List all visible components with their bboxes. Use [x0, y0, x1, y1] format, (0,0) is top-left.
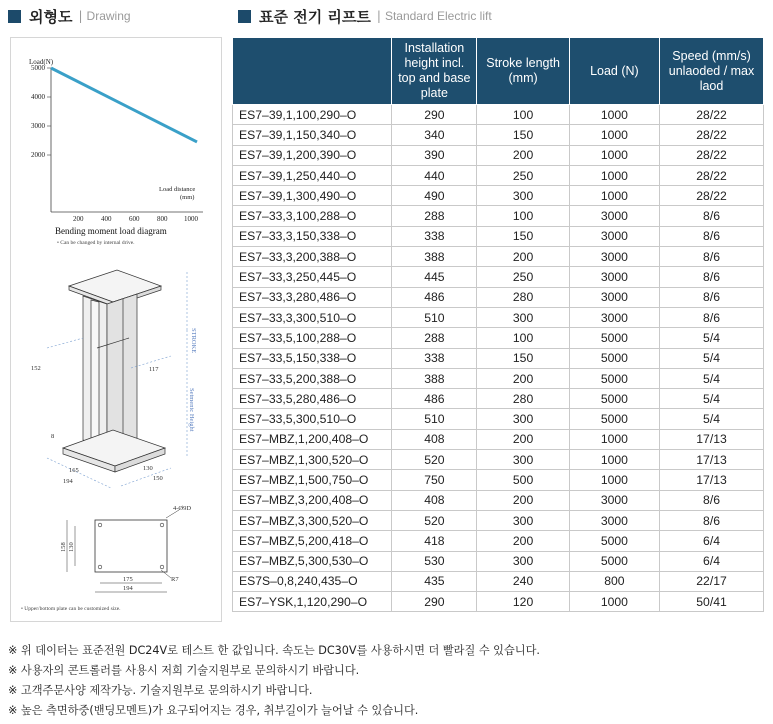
cell-load: 3000 [569, 490, 659, 510]
table-header-row [233, 38, 764, 105]
graph-xtick: 800 [157, 215, 168, 223]
stroke-label: STROKE [190, 328, 197, 354]
drawing-title-ko: 외형도 [29, 7, 73, 26]
footnotes [8, 641, 540, 721]
cell-stroke-length: 300 [477, 551, 569, 571]
cell-load: 1000 [569, 125, 659, 145]
cell-model: ES7S–0,8,240,435–O [233, 571, 392, 591]
cell-speed: 28/22 [660, 145, 764, 165]
graph-xtick: 200 [73, 215, 84, 223]
cell-model: ES7–33,3,100,288–O [233, 206, 392, 226]
cell-model: ES7–MBZ,5,300,530–O [233, 551, 392, 571]
cell-model: ES7–MBZ,1,200,408–O [233, 429, 392, 449]
cell-speed: 8/6 [660, 267, 764, 287]
cell-model: ES7–33,5,100,288–O [233, 328, 392, 348]
cell-install-height: 435 [392, 571, 477, 591]
load-graph [29, 58, 203, 246]
cell-load: 1000 [569, 450, 659, 470]
cell-install-height: 530 [392, 551, 477, 571]
header-install-height: Installation height incl. top and base plate [392, 38, 477, 105]
cell-model: ES7–33,5,150,338–O [233, 348, 392, 368]
cell-load: 5000 [569, 368, 659, 388]
lift-iso-drawing [47, 270, 187, 488]
footnote: ※ 고객주문사양 제작가능. 기술지원부로 문의하시기 바랍니다. [8, 684, 313, 697]
cell-model: ES7–MBZ,3,200,408–O [233, 490, 392, 510]
cell-model: ES7–39,1,250,440–O [233, 165, 392, 185]
cell-load: 5000 [569, 389, 659, 409]
drawing-section-header: 외형도 | Drawing [8, 5, 131, 27]
cell-speed: 5/4 [660, 368, 764, 388]
cell-install-height: 388 [392, 368, 477, 388]
cell-speed: 8/6 [660, 206, 764, 226]
table-row [233, 226, 764, 246]
cell-install-height: 390 [392, 145, 477, 165]
cell-speed: 8/6 [660, 247, 764, 267]
cell-load: 5000 [569, 551, 659, 571]
dim-165: 165 [69, 467, 79, 474]
footnote: ※ 위 데이터는 표준전원 DC24V로 테스트 한 값입니다. 속도는 DC30V를 사용하시면 더 빨라질 수 있습니다. [8, 644, 540, 657]
cell-speed: 28/22 [660, 186, 764, 206]
cell-stroke-length: 150 [477, 226, 569, 246]
table-row [233, 145, 764, 165]
cell-stroke-length: 200 [477, 247, 569, 267]
cell-install-height: 490 [392, 186, 477, 206]
cell-model: ES7–MBZ,5,200,418–O [233, 531, 392, 551]
cell-speed: 8/6 [660, 287, 764, 307]
table-row [233, 531, 764, 551]
cell-install-height: 340 [392, 125, 477, 145]
cell-load: 3000 [569, 226, 659, 246]
table-row [233, 470, 764, 490]
cell-speed: 17/13 [660, 429, 764, 449]
cell-stroke-length: 150 [477, 348, 569, 368]
cell-speed: 8/6 [660, 510, 764, 530]
table-row [233, 287, 764, 307]
cell-load: 1000 [569, 429, 659, 449]
footnote: ※ 높은 측면하중(밴딩모멘트)가 요구되어지는 경우, 취부길이가 늘어날 수 있습니다. [8, 704, 419, 717]
cell-install-height: 486 [392, 287, 477, 307]
table-row [233, 328, 764, 348]
dim-117: 117 [149, 366, 159, 373]
cell-install-height: 288 [392, 206, 477, 226]
cell-stroke-length: 300 [477, 409, 569, 429]
table-row [233, 490, 764, 510]
cell-stroke-length: 100 [477, 206, 569, 226]
cell-load: 1000 [569, 165, 659, 185]
header-stroke-length: Stroke length (mm) [477, 38, 569, 105]
cell-load: 3000 [569, 247, 659, 267]
table-row [233, 592, 764, 612]
table-body [233, 105, 764, 612]
graph-xtick: 1000 [184, 215, 198, 223]
cell-stroke-length: 300 [477, 186, 569, 206]
cell-install-height: 418 [392, 531, 477, 551]
cell-stroke-length: 500 [477, 470, 569, 490]
table-row [233, 389, 764, 409]
plate-dim-r: R7 [171, 576, 179, 583]
cell-load: 3000 [569, 307, 659, 327]
cell-stroke-length: 100 [477, 328, 569, 348]
cell-speed: 28/22 [660, 105, 764, 125]
cell-install-height: 750 [392, 470, 477, 490]
cell-speed: 22/17 [660, 571, 764, 591]
graph-load-line [51, 68, 197, 142]
cell-install-height: 408 [392, 429, 477, 449]
cell-load: 5000 [569, 348, 659, 368]
cell-stroke-length: 250 [477, 267, 569, 287]
cell-speed: 5/4 [660, 328, 764, 348]
plate-plan-drawing [21, 505, 191, 612]
dim-194: 194 [63, 478, 73, 485]
cell-speed: 5/4 [660, 348, 764, 368]
cell-stroke-length: 150 [477, 125, 569, 145]
graph-ytick: 4000 [31, 93, 45, 101]
cell-stroke-length: 120 [477, 592, 569, 612]
cell-speed: 50/41 [660, 592, 764, 612]
plate-dim-194: 194 [123, 585, 133, 592]
graph-xlabel: Load distance [159, 186, 196, 193]
cell-load: 1000 [569, 592, 659, 612]
table-row [233, 450, 764, 470]
spec-table [232, 37, 764, 612]
section-marker-icon [238, 10, 251, 23]
plate-dim-130: 130 [68, 542, 75, 552]
cell-stroke-length: 200 [477, 429, 569, 449]
cell-model: ES7–33,5,300,510–O [233, 409, 392, 429]
cell-speed: 17/13 [660, 470, 764, 490]
cell-model: ES7–39,1,300,490–O [233, 186, 392, 206]
graph-ytick: 3000 [31, 122, 45, 130]
graph-ytick: 2000 [31, 151, 45, 159]
cell-model: ES7–33,3,280,486–O [233, 287, 392, 307]
cell-install-height: 445 [392, 267, 477, 287]
cell-install-height: 510 [392, 409, 477, 429]
cell-install-height: 440 [392, 165, 477, 185]
cell-model: ES7–33,5,280,486–O [233, 389, 392, 409]
drawing-panel [10, 37, 222, 622]
cell-stroke-length: 100 [477, 105, 569, 125]
cell-load: 1000 [569, 186, 659, 206]
table-row [233, 186, 764, 206]
cell-model: ES7–39,1,100,290–O [233, 105, 392, 125]
table-title-en: Standard Electric lift [384, 9, 492, 23]
table-row [233, 429, 764, 449]
cell-load: 5000 [569, 409, 659, 429]
dim-130: 130 [143, 465, 153, 472]
cell-speed: 8/6 [660, 226, 764, 246]
cell-install-height: 338 [392, 348, 477, 368]
table-row [233, 307, 764, 327]
cell-model: ES7–33,3,200,388–O [233, 247, 392, 267]
cell-stroke-length: 200 [477, 531, 569, 551]
cell-install-height: 288 [392, 328, 477, 348]
cell-stroke-length: 240 [477, 571, 569, 591]
table-row [233, 267, 764, 287]
cell-load: 3000 [569, 206, 659, 226]
cell-install-height: 338 [392, 226, 477, 246]
cell-install-height: 290 [392, 105, 477, 125]
cell-stroke-length: 250 [477, 165, 569, 185]
plate-dim-175: 175 [123, 576, 133, 583]
setting-height-label: Setmentc Height [188, 388, 195, 432]
header-model [233, 38, 392, 105]
graph-xtick: 400 [101, 215, 112, 223]
table-row [233, 368, 764, 388]
cell-model: ES7–MBZ,1,500,750–O [233, 470, 392, 490]
graph-note: • Can be changed by internal drive. [57, 240, 135, 246]
cell-speed: 8/6 [660, 307, 764, 327]
section-marker-icon [8, 10, 21, 23]
cell-speed: 8/6 [660, 490, 764, 510]
footnote: ※ 사용자의 콘트롤러를 사용시 저희 기술지원부로 문의하시기 바랍니다. [8, 664, 360, 677]
cell-speed: 28/22 [660, 125, 764, 145]
cell-speed: 17/13 [660, 450, 764, 470]
cell-model: ES7–YSK,1,120,290–O [233, 592, 392, 612]
cell-install-height: 520 [392, 510, 477, 530]
header-speed: Speed (mm/s) unlaoded / max laod [660, 38, 764, 105]
graph-title: Bending moment load diagram [55, 226, 167, 236]
plate-hole-label: 4-Ø9D [173, 505, 192, 512]
cell-model: ES7–MBZ,1,300,520–O [233, 450, 392, 470]
table-row [233, 409, 764, 429]
header-load: Load (N) [569, 38, 659, 105]
plate-dim-158: 158 [60, 542, 67, 552]
cell-load: 1000 [569, 105, 659, 125]
table-row [233, 348, 764, 368]
cell-stroke-length: 200 [477, 490, 569, 510]
plate-note: • Upper/bottom plate can be customized size. [21, 606, 121, 612]
cell-model: ES7–33,3,300,510–O [233, 307, 392, 327]
cell-install-height: 388 [392, 247, 477, 267]
table-row [233, 125, 764, 145]
cell-model: ES7–33,5,200,388–O [233, 368, 392, 388]
cell-stroke-length: 300 [477, 450, 569, 470]
cell-stroke-length: 280 [477, 389, 569, 409]
cell-load: 3000 [569, 267, 659, 287]
cell-load: 1000 [569, 145, 659, 165]
cell-stroke-length: 300 [477, 307, 569, 327]
cell-install-height: 290 [392, 592, 477, 612]
graph-ylabel: Load(N) [29, 58, 54, 66]
cell-model: ES7–MBZ,3,300,520–O [233, 510, 392, 530]
cell-speed: 6/4 [660, 551, 764, 571]
table-row [233, 206, 764, 226]
cell-install-height: 486 [392, 389, 477, 409]
cell-model: ES7–33,3,250,445–O [233, 267, 392, 287]
cell-load: 3000 [569, 287, 659, 307]
dim-8: 8 [51, 433, 55, 440]
dim-152: 152 [31, 365, 41, 372]
cell-load: 5000 [569, 531, 659, 551]
graph-xtick: 600 [129, 215, 140, 223]
cell-stroke-length: 300 [477, 510, 569, 530]
cell-stroke-length: 280 [477, 287, 569, 307]
table-title-ko: 표준 전기 리프트 [259, 7, 371, 26]
cell-speed: 6/4 [660, 531, 764, 551]
cell-model: ES7–39,1,150,340–O [233, 125, 392, 145]
cell-load: 1000 [569, 470, 659, 490]
cell-speed: 5/4 [660, 409, 764, 429]
table-row [233, 510, 764, 530]
cell-load: 3000 [569, 510, 659, 530]
table-row [233, 571, 764, 591]
graph-xlabel-unit: (mm) [180, 194, 195, 201]
cell-speed: 5/4 [660, 389, 764, 409]
table-section-header: 표준 전기 리프트 | Standard Electric lift [238, 5, 492, 27]
cell-load: 5000 [569, 328, 659, 348]
cell-model: ES7–39,1,200,390–O [233, 145, 392, 165]
dim-150: 150 [153, 475, 163, 482]
table-row [233, 551, 764, 571]
table-row [233, 105, 764, 125]
table-row [233, 247, 764, 267]
cell-install-height: 408 [392, 490, 477, 510]
cell-model: ES7–33,3,150,338–O [233, 226, 392, 246]
table-row [233, 165, 764, 185]
graph-ytick: 5000 [31, 64, 45, 72]
drawing-title-en: Drawing [86, 9, 131, 23]
drawing-svg [11, 38, 221, 621]
cell-install-height: 520 [392, 450, 477, 470]
cell-speed: 28/22 [660, 165, 764, 185]
cell-load: 800 [569, 571, 659, 591]
cell-stroke-length: 200 [477, 368, 569, 388]
cell-install-height: 510 [392, 307, 477, 327]
cell-stroke-length: 200 [477, 145, 569, 165]
